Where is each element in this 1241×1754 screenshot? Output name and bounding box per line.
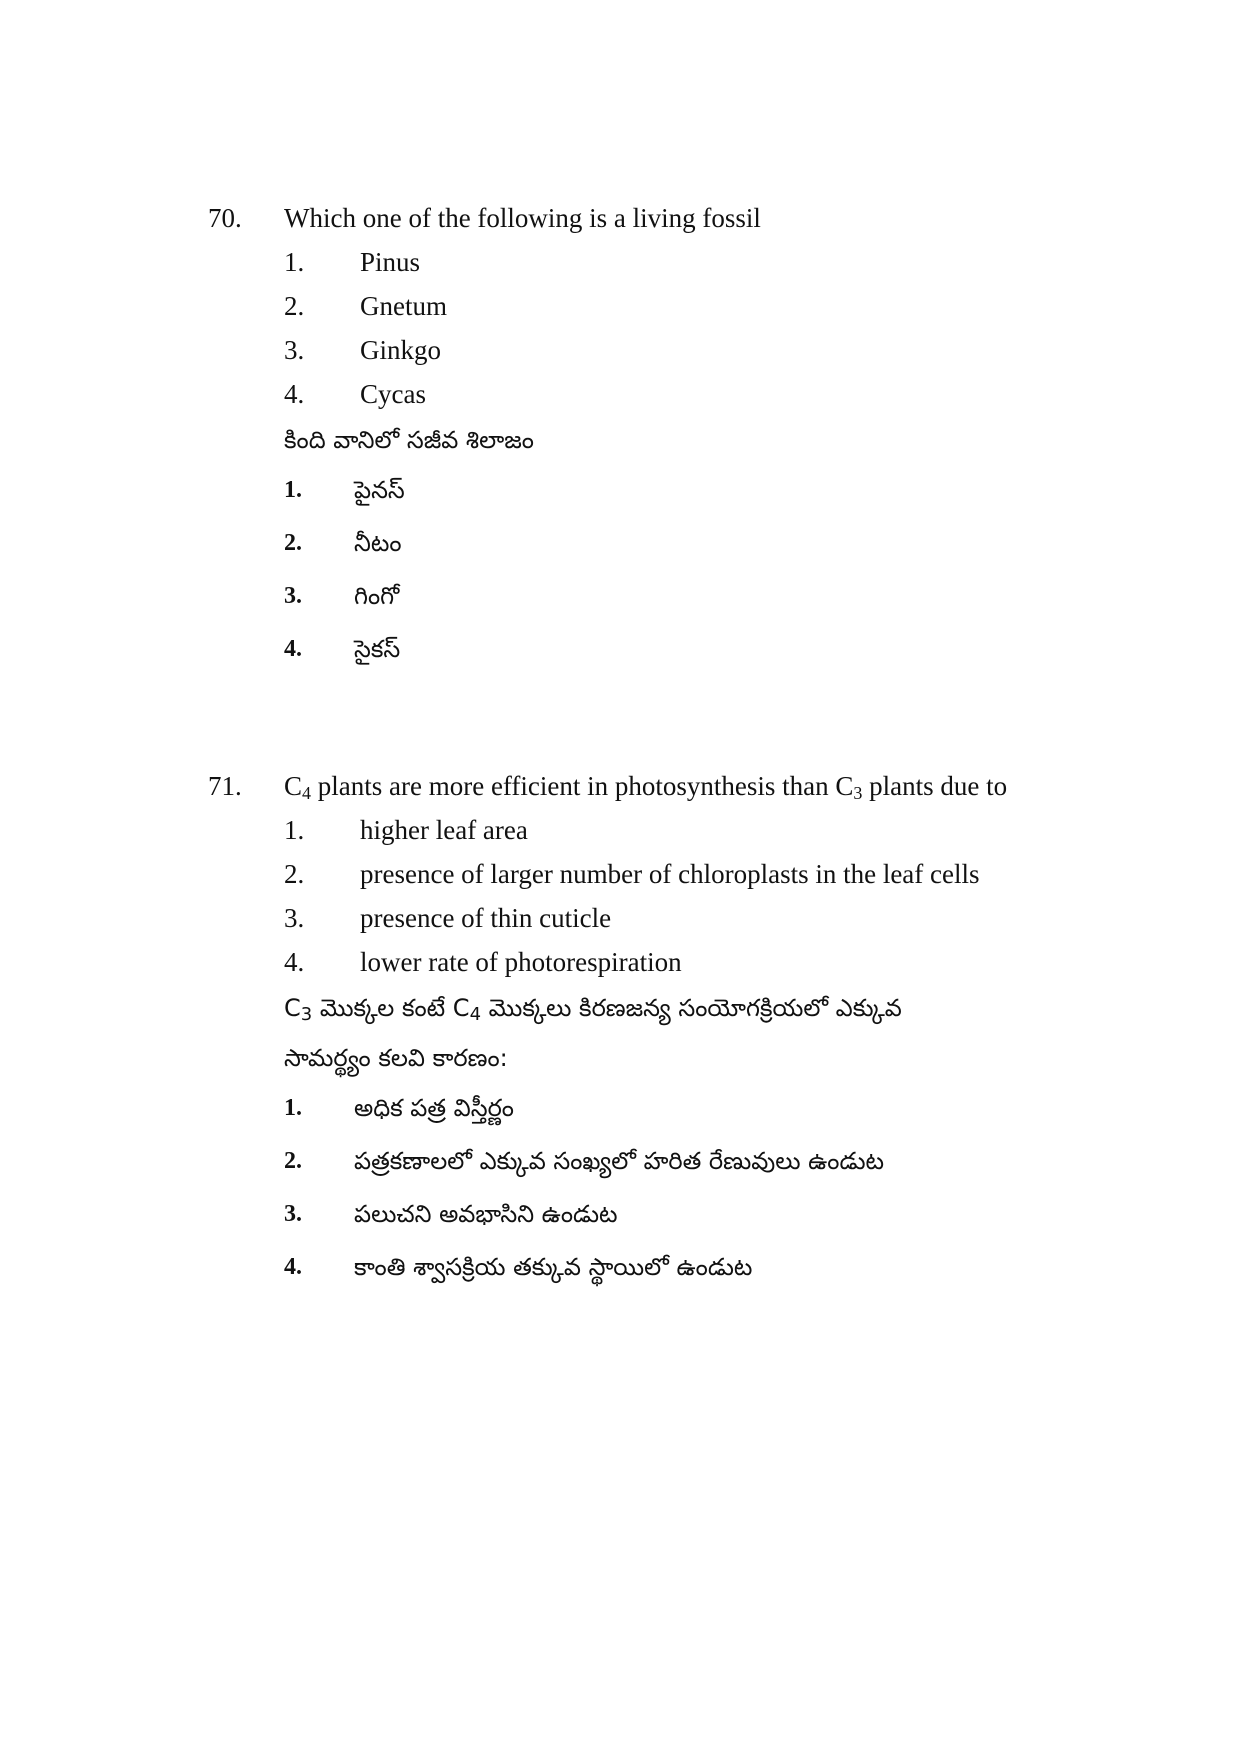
options-english <box>284 812 1108 988</box>
option-number: 1. <box>284 477 302 503</box>
text-middle: మొక్కల కంటే C <box>312 994 470 1022</box>
option-number: 4. <box>284 947 305 977</box>
option-number: 1. <box>284 1095 302 1121</box>
question-number: 70. <box>208 203 242 233</box>
option-en-1 <box>284 812 1108 856</box>
question-70 <box>208 200 1108 684</box>
subscript-3: 3 <box>300 1004 313 1025</box>
option-number: 2. <box>284 291 305 321</box>
option-number: 4. <box>284 1254 302 1280</box>
option-te-3 <box>284 578 1108 631</box>
question-text <box>284 768 1007 804</box>
option-te-1 <box>284 1090 1108 1143</box>
option-te-3 <box>284 1196 1108 1249</box>
option-text: సైకస్ <box>354 635 401 663</box>
option-text: పత్రకణాలలో ఎక్కువ సంఖ్యలో హరిత రేణువులు ఉండుట <box>354 1147 885 1175</box>
text-end: మొక్కలు కిరణజన్య సంయోగక్రియలో ఎక్కువ <box>481 994 902 1022</box>
option-text: Cycas <box>360 379 426 409</box>
option-text: కాంతి శ్వాసక్రియ తక్కువ స్థాయిలో ఉండుట <box>354 1253 753 1281</box>
question-stem <box>208 200 1108 244</box>
option-text: presence of thin cuticle <box>360 903 612 933</box>
option-te-2 <box>284 1143 1108 1196</box>
option-text: పలుచని అవభాసిని ఉండుట <box>354 1200 618 1228</box>
question-71 <box>208 768 1108 1302</box>
option-text: Gnetum <box>360 291 447 321</box>
telugu-question-text: కింది వానిలో సజీవ శిలాజం <box>284 426 534 454</box>
option-en-4 <box>284 944 1108 988</box>
option-number: 3. <box>284 1201 302 1227</box>
options-telugu <box>284 472 1108 684</box>
c-letter: C <box>284 771 303 801</box>
subscript-4: 4 <box>469 1004 482 1025</box>
option-en-3 <box>284 900 1108 944</box>
option-number: 2. <box>284 530 302 556</box>
option-en-2 <box>284 856 1108 900</box>
telugu-question-continuation: సామర్థ్యం కలవి కారణం: <box>284 1044 508 1072</box>
option-number: 2. <box>284 859 305 889</box>
option-te-4 <box>284 1249 1108 1302</box>
question-stem <box>208 768 1108 812</box>
option-text: Ginkgo <box>360 335 441 365</box>
option-number: 3. <box>284 335 305 365</box>
telugu-question-text <box>284 990 1108 1026</box>
text-middle: plants are more efficient in photosynthesis than C <box>311 771 854 801</box>
question-number: 71. <box>208 771 242 801</box>
option-number: 3. <box>284 903 305 933</box>
option-en-2 <box>284 288 1108 332</box>
option-en-3 <box>284 332 1108 376</box>
c-letter: C <box>284 994 301 1022</box>
option-te-1 <box>284 472 1108 525</box>
option-number: 1. <box>284 815 305 845</box>
subscript-3: 3 <box>853 783 863 803</box>
option-text: presence of larger number of chloroplasts in the leaf cells <box>360 859 980 889</box>
option-number: 3. <box>284 583 302 609</box>
subscript-4: 4 <box>302 783 312 803</box>
options-english <box>284 244 1108 420</box>
option-text: అధిక పత్ర విస్తీర్ణం <box>354 1094 514 1122</box>
option-number: 2. <box>284 1148 302 1174</box>
option-text: పైనస్ <box>354 476 405 504</box>
option-number: 4. <box>284 636 302 662</box>
option-te-2 <box>284 525 1108 578</box>
option-text: higher leaf area <box>360 815 528 845</box>
question-text: Which one of the following is a living fossil <box>284 203 761 233</box>
option-text: Pinus <box>360 247 421 277</box>
option-text: గింగో <box>354 582 400 610</box>
option-te-4 <box>284 631 1108 684</box>
options-telugu <box>284 1090 1108 1302</box>
option-text: lower rate of photorespiration <box>360 947 682 977</box>
option-en-4 <box>284 376 1108 420</box>
text-end: plants due to <box>862 771 1008 801</box>
option-en-1 <box>284 244 1108 288</box>
option-number: 4. <box>284 379 305 409</box>
option-number: 1. <box>284 247 305 277</box>
option-text: నీటం <box>354 529 402 557</box>
